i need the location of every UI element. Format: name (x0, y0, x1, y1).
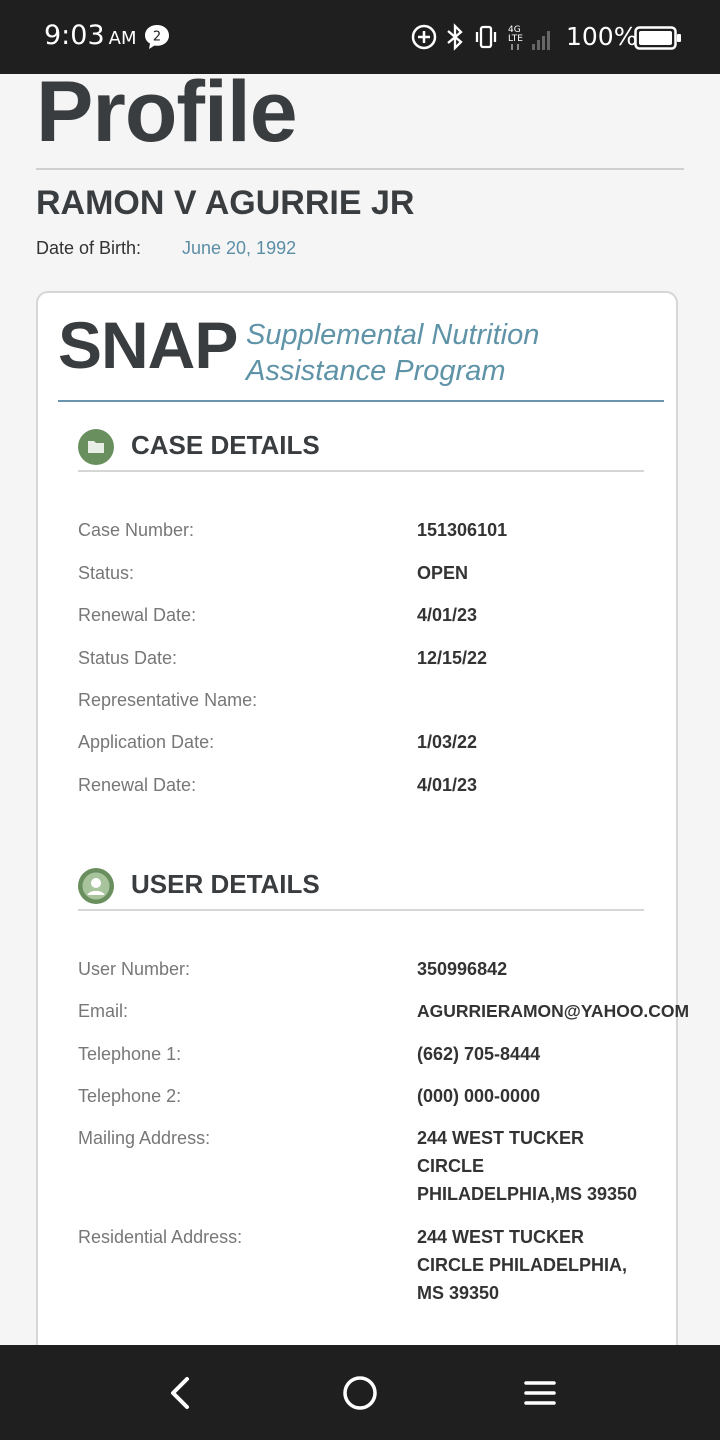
svg-text:2: 2 (152, 29, 162, 45)
program-divider (58, 400, 664, 402)
case-details-heading: CASE DETAILS (131, 430, 320, 460)
user-icon (78, 868, 114, 904)
telephone-2-value[interactable]: (000) 000-0000 (417, 1086, 541, 1106)
message-notification-icon (143, 24, 171, 50)
case-row-label: Status: (78, 563, 135, 583)
residential-address-value: 244 WEST TUCKER CIRCLE PHILADELPHIA, MS 39350 (417, 1227, 628, 1303)
battery-icon (634, 26, 682, 55)
user-number-value: 350996842 (417, 959, 508, 979)
case-details-divider (78, 470, 644, 472)
folder-icon (78, 429, 114, 465)
data-saver-icon (410, 23, 438, 51)
renewal-date-value: 4/01/23 (417, 775, 478, 795)
page-title: Profile (36, 64, 297, 160)
user-row-label: Mailing Address: (78, 1128, 211, 1148)
menu-lines-icon[interactable] (517, 1370, 563, 1416)
program-acronym: SNAP (58, 308, 238, 382)
user-row-label: Email: (78, 1001, 129, 1021)
case-row-label: Case Number: (78, 520, 195, 540)
dob-label: Date of Birth: (36, 238, 142, 258)
navigation-bar (0, 1345, 720, 1440)
status-date-value: 12/15/22 (417, 648, 488, 668)
dob-value: June 20, 1992 (182, 238, 297, 258)
email-value[interactable]: AGURRIERAMON@YAHOO.COM (417, 1001, 690, 1021)
title-divider (36, 168, 684, 170)
program-full-name: Supplemental Nutrition Assistance Program (246, 319, 540, 387)
application-date-value: 1/03/22 (417, 732, 478, 752)
program-card (36, 291, 690, 1411)
user-row-label: Telephone 2: (78, 1086, 182, 1106)
telephone-1-value[interactable]: (662) 705-8444 (417, 1044, 541, 1064)
status-icons (410, 20, 558, 54)
case-row-label: Representative Name: (78, 690, 258, 710)
home-circle-icon[interactable] (337, 1370, 383, 1416)
status-value: OPEN (417, 563, 469, 583)
user-row-label: User Number: (78, 959, 191, 979)
case-row-label: Renewal Date: (78, 775, 197, 795)
svg-text:LTE: LTE (508, 34, 523, 44)
user-details-divider (78, 909, 644, 911)
case-row-label: Status Date: (78, 648, 178, 668)
mailing-address-value: 244 WEST TUCKER CIRCLE PHILADELPHIA,MS 39350 (417, 1128, 638, 1204)
svg-text:4G: 4G (508, 25, 521, 35)
case-number-value: 151306101 (417, 520, 508, 540)
back-chevron-icon[interactable] (157, 1370, 203, 1416)
person-name: RAMON V AGURRIE JR (36, 184, 415, 222)
bluetooth-icon (444, 23, 466, 51)
vibrate-icon (472, 23, 500, 51)
case-row-label: Application Date: (78, 732, 215, 752)
lte-signal-icon (506, 22, 558, 52)
status-time: 9:03 AM (44, 20, 137, 51)
battery-percent: 100% (566, 22, 638, 51)
renewal-date-value: 4/01/23 (417, 605, 478, 625)
case-row-label: Renewal Date: (78, 605, 197, 625)
user-details-heading: USER DETAILS (131, 869, 320, 899)
user-row-label: Telephone 1: (78, 1044, 182, 1064)
user-row-label: Residential Address: (78, 1227, 243, 1247)
